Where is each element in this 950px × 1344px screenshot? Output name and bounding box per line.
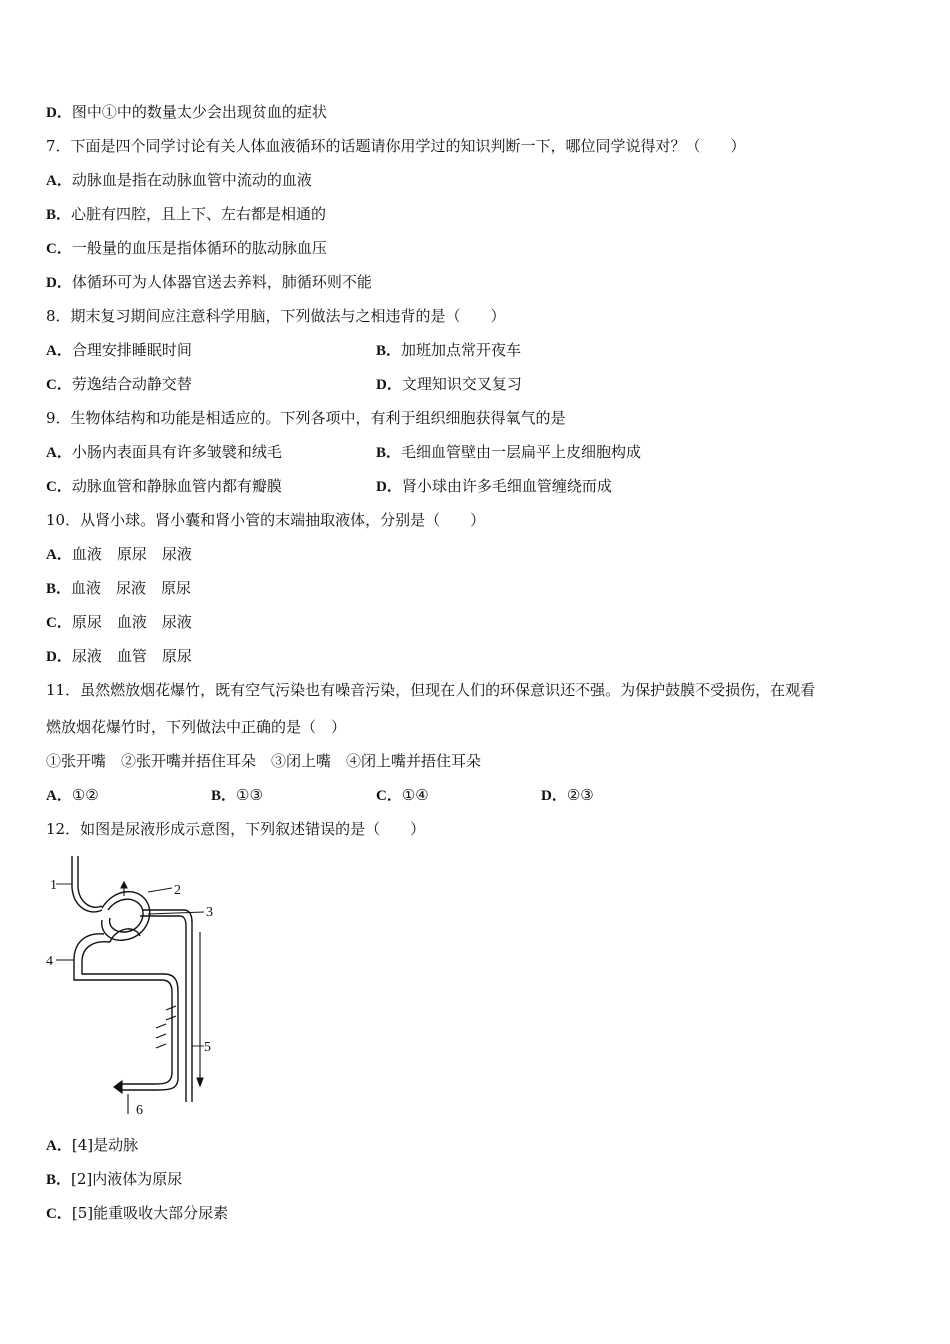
option-text: [5]能重吸收大部分尿素 xyxy=(71,1204,229,1222)
figure-label-4: 4 xyxy=(46,954,53,969)
q8-option-b xyxy=(376,340,521,361)
q7-option-b xyxy=(46,204,326,225)
option-label: A． xyxy=(46,1138,72,1154)
option-label: A． xyxy=(46,343,72,359)
q10-option-c xyxy=(46,612,192,633)
option-text: 血液 原尿 尿液 xyxy=(71,545,192,563)
option-label: B． xyxy=(46,581,72,597)
figure-label-6: 6 xyxy=(136,1103,143,1118)
option-label: A． xyxy=(46,547,72,563)
q6-option-d xyxy=(46,102,327,123)
q9-option-a xyxy=(46,442,282,463)
q7-option-d xyxy=(46,272,372,293)
figure-label-1: 1 xyxy=(50,878,57,893)
q9-option-c xyxy=(46,476,282,497)
q9-stem: 9．生物体结构和功能是相适应的。下列各项中，有利于组织细胞获得氧气的是 xyxy=(46,409,566,427)
q12-option-b xyxy=(46,1169,182,1190)
option-label: C． xyxy=(46,377,72,393)
figure-label-5: 5 xyxy=(204,1040,211,1055)
option-text: 图中①中的数量太少会出现贫血的症状 xyxy=(71,103,327,121)
option-label: D． xyxy=(46,649,72,665)
q11-option-a xyxy=(46,785,99,806)
option-text: 肾小球由许多毛细血管缠绕而成 xyxy=(401,477,612,495)
option-label: B． xyxy=(46,207,72,223)
option-text: ②③ xyxy=(566,786,594,804)
option-text: 原尿 血液 尿液 xyxy=(71,613,192,631)
option-label: D． xyxy=(376,377,402,393)
option-label: C． xyxy=(46,1206,72,1222)
q11-option-b xyxy=(211,785,263,806)
option-label: A． xyxy=(46,173,72,189)
option-label: B． xyxy=(46,1172,72,1188)
option-label: D． xyxy=(46,105,72,121)
q8-option-c xyxy=(46,374,192,395)
nephron-diagram xyxy=(44,852,224,1122)
q11-option-d xyxy=(541,785,594,806)
option-label: C． xyxy=(46,615,72,631)
option-text: 体循环可为人体器官送去养料，肺循环则不能 xyxy=(71,273,372,291)
option-text: 动脉血管和静脉血管内都有瓣膜 xyxy=(71,477,282,495)
option-label: B． xyxy=(376,445,402,461)
q8-option-a xyxy=(46,340,192,361)
option-label: B． xyxy=(376,343,402,359)
q12-option-c xyxy=(46,1203,228,1224)
q8-option-d xyxy=(376,374,522,395)
option-label: C． xyxy=(376,788,402,804)
option-text: [2]内液体为原尿 xyxy=(71,1170,183,1188)
option-text: 毛细血管壁由一层扁平上皮细胞构成 xyxy=(401,443,642,461)
q10-option-a xyxy=(46,544,192,565)
option-text: 劳逸结合动静交替 xyxy=(71,375,192,393)
option-text: 一般量的血压是指体循环的肱动脉血压 xyxy=(71,239,327,257)
q7-option-c xyxy=(46,238,327,259)
option-text: 尿液 血管 原尿 xyxy=(71,647,192,665)
option-text: 动脉血是指在动脉血管中流动的血液 xyxy=(71,171,312,189)
option-label: C． xyxy=(46,479,72,495)
option-text: 血液 尿液 原尿 xyxy=(71,579,192,597)
q11-stem-line2: 燃放烟花爆竹时，下列做法中正确的是（ ） xyxy=(46,718,347,736)
q7-option-a xyxy=(46,170,312,191)
q11-stem-line1: 11．虽然燃放烟花爆竹，既有空气污染也有噪音污染，但现在人们的环保意识还不强。为保护鼓膜不受损伤，在观看 xyxy=(46,681,816,699)
option-text: 文理知识交叉复习 xyxy=(401,375,522,393)
option-label: C． xyxy=(46,241,72,257)
option-label: A． xyxy=(46,788,72,804)
q9-option-d xyxy=(376,476,612,497)
option-text: 心脏有四腔，且上下、左右都是相通的 xyxy=(71,205,327,223)
option-label: D． xyxy=(541,788,567,804)
option-text: ①③ xyxy=(236,786,263,804)
option-text: 小肠内表面具有许多皱襞和绒毛 xyxy=(71,443,282,461)
q9-option-b xyxy=(376,442,641,463)
figure-label-2: 2 xyxy=(174,883,181,898)
q11-choices: ①张开嘴 ②张开嘴并捂住耳朵 ③闭上嘴 ④闭上嘴并捂住耳朵 xyxy=(46,752,482,770)
q10-option-d xyxy=(46,646,192,667)
figure-label-3: 3 xyxy=(206,905,213,920)
option-text: [4]是动脉 xyxy=(71,1136,139,1154)
option-label: D． xyxy=(376,479,402,495)
option-text: ①④ xyxy=(401,786,429,804)
q12-stem: 12．如图是尿液形成示意图，下列叙述错误的是（ ） xyxy=(46,820,426,838)
option-label: D． xyxy=(46,275,72,291)
option-label: B． xyxy=(211,788,237,804)
nephron-figure xyxy=(44,852,224,1122)
option-text: 合理安排睡眠时间 xyxy=(71,341,192,359)
option-text: ①② xyxy=(71,786,99,804)
q10-option-b xyxy=(46,578,191,599)
q7-stem: 7．下面是四个同学讨论有关人体血液循环的话题请你用学过的知识判断一下，哪位同学说得对？（ ） xyxy=(46,137,746,155)
q8-stem: 8．期末复习期间应注意科学用脑，下列做法与之相违背的是（ ） xyxy=(46,307,506,325)
option-text: 加班加点常开夜车 xyxy=(401,341,522,359)
option-label: A． xyxy=(46,445,72,461)
q11-option-c xyxy=(376,785,429,806)
q12-option-a xyxy=(46,1135,138,1156)
q10-stem: 10．从肾小球。肾小囊和肾小管的末端抽取液体，分别是（ ） xyxy=(46,511,486,529)
